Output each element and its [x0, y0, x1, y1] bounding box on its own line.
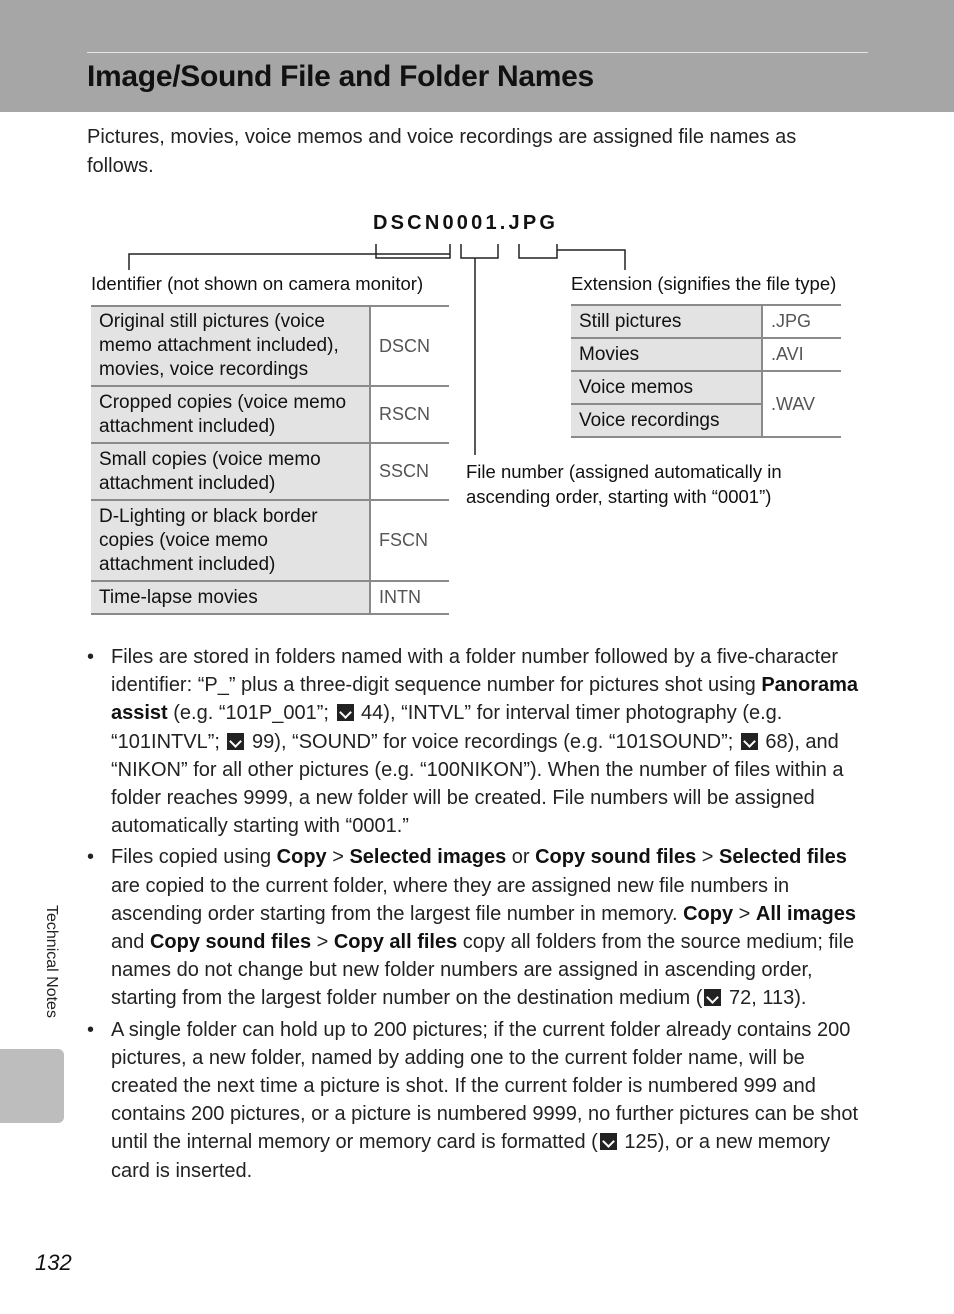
- extension-code: .WAV: [771, 393, 815, 414]
- list-item: [87, 1016, 867, 1185]
- identifier-type: Cropped copies (voice memo attachment included): [91, 386, 370, 443]
- header-rule: [87, 52, 868, 53]
- note-text: (e.g. “101P_001”;: [167, 702, 335, 725]
- identifier-code: DSCN: [379, 335, 431, 356]
- list-item: [87, 843, 867, 1012]
- page-title: Image/Sound File and Folder Names: [87, 60, 594, 93]
- table-row: [91, 386, 449, 443]
- page-reference-icon: [704, 989, 721, 1006]
- extension-type: Voice memos: [571, 371, 762, 404]
- file-number-label: File number (assigned automatically in ascending order, starting with “0001”): [466, 461, 782, 507]
- bullet: •: [87, 646, 95, 668]
- note-text: 72, 113).: [723, 987, 807, 1010]
- menu-option-text: Copy: [683, 902, 734, 925]
- identifier-code: SSCN: [379, 461, 430, 481]
- table-row: [571, 305, 841, 338]
- menu-option-text: Copy all files: [333, 931, 458, 954]
- menu-option-text: Panorama assist: [111, 674, 859, 725]
- note-text: >: [326, 846, 350, 869]
- identifier-bracket: [129, 254, 450, 270]
- page-reference-icon: [741, 733, 758, 750]
- page-reference-icon: [600, 1133, 617, 1150]
- table-row: [91, 443, 449, 500]
- page-number: 132: [35, 1250, 72, 1275]
- note-text: Files are stored in folders named with a folder number followed by a five-character identifier: “P_” plus a three-digit sequence number for pictures shot using: [111, 646, 839, 697]
- menu-option-text: Selected files: [719, 846, 847, 869]
- note-text: or: [506, 846, 536, 869]
- menu-option-text: Selected images: [349, 846, 507, 869]
- table-row: [91, 581, 449, 614]
- note-text: A single folder can hold up to 200 pictures; if the current folder already contains 200 pictures, a new folder, named by adding one to the current folder name, will be created the next time a picture is shot. If the current folder is numbered 999 and contains 200 pictures, or a picture is numbered 9999, no further pictures can be shot until the internal memory or memory card is formatted (: [111, 1018, 859, 1154]
- extension-table: [571, 304, 841, 438]
- identifier-label: Identifier (not shown on camera monitor): [91, 273, 424, 294]
- note-text: 99), “SOUND” for voice recordings (e.g. “101SOUND”;: [246, 730, 739, 753]
- table-row: [571, 338, 841, 371]
- menu-option-text: All images: [755, 902, 856, 925]
- page-reference-icon: [337, 704, 354, 721]
- note-text: 68), and “NIKON” for all other pictures (e.g. “100NIKON”). When the number of files within a folder reaches 9999, a new folder will be created. File numbers will be assigned automatically starting with “0001.”: [111, 730, 844, 838]
- extension-type: Voice recordings: [571, 404, 762, 437]
- bullet: •: [87, 1018, 95, 1041]
- example-filename: DSCN0001.JPG: [373, 212, 559, 234]
- table-row: [571, 371, 841, 404]
- note-text: >: [733, 902, 756, 925]
- extension-code: .JPG: [771, 311, 812, 331]
- identifier-type: Time-lapse movies: [91, 581, 370, 614]
- menu-option-text: Copy sound files: [535, 846, 697, 869]
- header-band: [0, 0, 954, 112]
- identifier-table: [91, 305, 449, 615]
- notes-list: [87, 643, 867, 1188]
- extension-code: .AVI: [771, 344, 804, 364]
- identifier-code: FSCN: [379, 530, 428, 550]
- identifier-type: Small copies (voice memo attachment included): [91, 443, 370, 500]
- note-text: >: [696, 846, 720, 869]
- identifier-code: INTN: [379, 587, 421, 607]
- note-text: and: [111, 931, 150, 954]
- bullet: •: [87, 846, 95, 869]
- page-reference-icon: [227, 733, 244, 750]
- identifier-type: Original still pictures (voice memo attachment included), movies, voice recordings: [91, 306, 370, 386]
- note-text: copy all folders from the source medium; file names do not change but new folder numbers are assigned in ascending order, starting from the largest folder number on the destination medium (: [111, 931, 855, 1010]
- note-text: 125), or a new memory card is inserted.: [111, 1131, 831, 1182]
- section-tab: [0, 1049, 64, 1123]
- section-side-label: Technical Notes: [43, 905, 60, 1018]
- list-item: [87, 643, 867, 840]
- extension-leader: [557, 250, 625, 270]
- table-row: [91, 306, 449, 386]
- note-text: Files copied using: [111, 846, 277, 869]
- file-number-bracket: [461, 244, 498, 258]
- note-text: >: [311, 931, 334, 954]
- note-text: are copied to the current folder, where they are assigned new file numbers in ascending order starting from the largest file number in memory.: [111, 874, 790, 925]
- extension-type: Still pictures: [571, 305, 762, 338]
- extension-bracket: [519, 244, 557, 258]
- identifier-code: RSCN: [379, 404, 431, 424]
- extension-type: Movies: [571, 338, 762, 371]
- note-text: 44), “INTVL” for interval timer photography (e.g. “101INTVL”;: [111, 702, 783, 753]
- extension-label: Extension (signifies the file type): [571, 273, 837, 294]
- identifier-tick: [376, 244, 450, 258]
- menu-option-text: Copy: [276, 846, 327, 869]
- identifier-type: D-Lighting or black border copies (voice memo attachment included): [91, 500, 370, 581]
- menu-option-text: Copy sound files: [149, 931, 312, 954]
- table-row: [91, 500, 449, 581]
- intro-paragraph: Pictures, movies, voice memos and voice recordings are assigned file names as follows.: [87, 126, 797, 177]
